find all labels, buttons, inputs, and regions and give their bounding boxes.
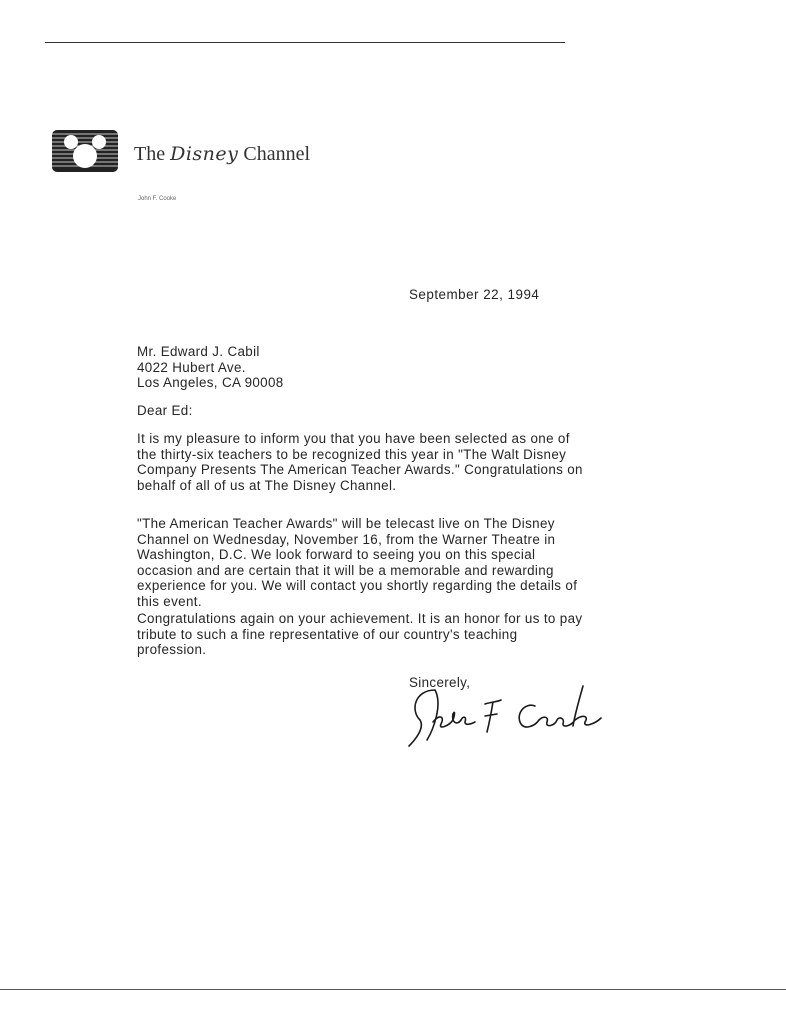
text-line: experience for you. We will contact you shortly regarding the details of <box>137 578 578 594</box>
brand-wordmark <box>134 143 310 166</box>
letter-date: September 22, 1994 <box>409 287 540 302</box>
bottom-rule <box>0 989 786 990</box>
text-line: occasion and are certain that it will be a memorable and rewarding <box>137 562 554 578</box>
paragraph-3 <box>137 611 582 658</box>
recipient-name: Mr. Edward J. Cabil <box>137 344 260 359</box>
text-line: "The American Teacher Awards" will be telecast live on The Disney <box>137 516 555 531</box>
brand-prefix: The <box>134 143 166 165</box>
text-line: profession. <box>137 642 207 658</box>
recipient-city: Los Angeles, CA 90008 <box>137 375 284 391</box>
recipient-address <box>137 344 284 391</box>
sender-name: John F. Cooke <box>138 196 177 202</box>
brand-name: Disney <box>170 143 239 165</box>
paragraph-1 <box>137 431 583 493</box>
text-line: the thirty-six teachers to be recognized this year in "The Walt Disney <box>137 446 567 462</box>
text-line: behalf of all of us at The Disney Channel. <box>137 477 397 493</box>
text-line: It is my pleasure to inform you that you have been selected as one of <box>137 431 570 446</box>
text-line: Company Presents The American Teacher Awards." Congratulations on <box>137 462 583 478</box>
text-line: Washington, D.C. We look forward to seeing you on this special <box>137 547 536 563</box>
brand-suffix: Channel <box>243 143 311 165</box>
top-rule <box>45 42 565 43</box>
mickey-logo-icon <box>52 130 118 172</box>
closing: Sincerely, <box>409 675 471 690</box>
handwritten-signature <box>405 680 625 750</box>
text-line: tribute to such a fine representative of our country's teaching <box>137 626 518 642</box>
recipient-street: 4022 Hubert Ave. <box>137 359 246 375</box>
paragraph-2 <box>137 516 577 610</box>
text-line: Channel on Wednesday, November 16, from the Warner Theatre in <box>137 531 556 547</box>
text-line: this event. <box>137 593 202 609</box>
salutation: Dear Ed: <box>137 403 193 418</box>
text-line: Congratulations again on your achievement. It is an honor for us to pay <box>137 611 583 626</box>
